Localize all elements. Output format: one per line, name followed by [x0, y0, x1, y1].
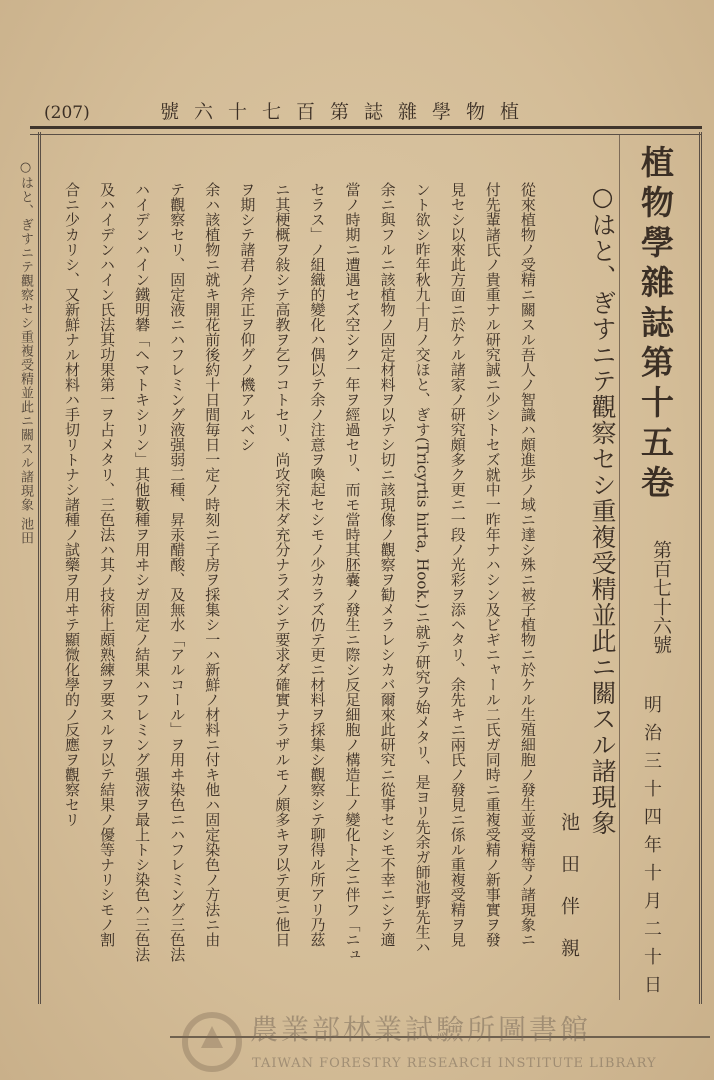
watermark-chinese: 農業部林業試驗所圖書館 [250, 1013, 592, 1046]
text-column: 付先輩諸氏ノ貴重ナル研究誠ニ少シトセズ就中一昨年ナハシン及ビギニャール二氏ガ同時ニ重複受精ノ新事實ヲ發 [483, 182, 502, 947]
text-column: セラス」ノ組織的變化ハ偶以テ余ノ注意ヲ喚起セシモノ少カラズ仍テ更ニ材料ヲ採集シ觀察シテ聊得ル所アリ乃茲 [308, 182, 327, 947]
watermark-english: TAIWAN FORESTRY RESEARCH INSTITUTE LIBRARY [252, 1056, 657, 1071]
text-column: 見セシ以來此方面ニ於ケル諸家ノ研究頗多ク更ニ一段ノ光彩ヲ添ヘタリ、余先キニ兩氏ノ發見ニ係ル重複受精ヲ見 [448, 182, 467, 947]
text-column: ニ其梗概ヲ敍シテ高教ヲ乞フコトセリ、尚攻究未ダ充分ナラズシテ要求ダ確實ナラザルモノ頗多キヲ以テ更ニ他日 [273, 182, 292, 947]
text-column: 及ハイデンハイン氏法其功果第一ヲ占メタリ、三色法ハ其ノ技術上頗熟練ヲ要スルヲ以テ結果ノ優等ナリシモノ割 [98, 182, 117, 947]
text-column: 合ニ少カリシ、又新鮮ナル材料ハ手切リトナシ諸種ノ試藥ヲ用ヰテ顯微化學的ノ反應ヲ觀察セリ [63, 182, 81, 827]
text-column: ント欲シ昨年秋九十月ノ交ほと、ぎす(Tricyrtis hirta, Hook.)ニ就テ研究ヲ始メタリ、是ヨリ先余ガ師池野先生ハ [413, 182, 432, 955]
text-column: テ觀察セリ、固定液ニハフレミング液强弱二種、昇汞醋酸、及無水「アルコール」ヲ用ヰ染色ニハフレミング三色法 [168, 182, 187, 962]
text-column: 當ノ時期ニ遭遇セズ空シク一年ヲ經過セリ、而モ當時其胚嚢ノ發生ニ際シ反足細胞ノ構造上ノ變化ト之ニ伴フ「ニュ [343, 182, 362, 962]
library-seal-icon [182, 1012, 242, 1072]
publication-date: 明治三十四年十月二十日 [641, 695, 662, 1003]
article-title: ○はと、ぎすニテ觀察セシ重複受精並此ニ關スル諸現象 [588, 182, 617, 836]
text-column: 余ニ與フルニ該植物ノ固定材料ヲ以テシ切ニ該現像ノ觀察ヲ勧メラレシカバ爾來此研究ニ從事セシモ不幸ニシテ適 [378, 182, 397, 947]
running-head: 植物學雜誌第百七十六號 [160, 101, 535, 123]
journal-title: 植物學雜誌第十五卷 [636, 145, 675, 505]
masthead-divider [619, 135, 620, 1000]
text-column: 從來植物ノ受精ニ關スル吾人ノ智識ハ頗進歩ノ域ニ達シ殊ニ被子植物ニ於ケル生殖細胞ノ發生並受精等ノ諸現象ニ [518, 182, 537, 947]
issue-number: 第百七十六號 [650, 540, 672, 654]
article-body [55, 182, 545, 1008]
text-column: 余ハ該植物ニ就キ開花前後約十日間毎日一定ノ時刻ニ子房ヲ採集シ一ハ新鮮ノ材料ニ付キ他ハ固定染色ノ方法ニ由 [203, 182, 222, 947]
text-column: ハイデンハイン鐵明礬「ヘマトキシリン」其他數種ヲ用ヰシガ固定ノ結果ハフレミング强液ヲ最上トシ染色ハ三色法 [133, 182, 152, 962]
margin-running-title: ○はと、ぎすニテ觀察セシ重複受精並此ニ關スル諸現象 池田 [18, 160, 33, 546]
page-number: (207) [44, 103, 90, 123]
article-author: 池田伴親 [558, 812, 580, 980]
text-column: ヲ期シテ諸君ノ斧正ヲ仰グノ機アルベシ [238, 182, 257, 452]
